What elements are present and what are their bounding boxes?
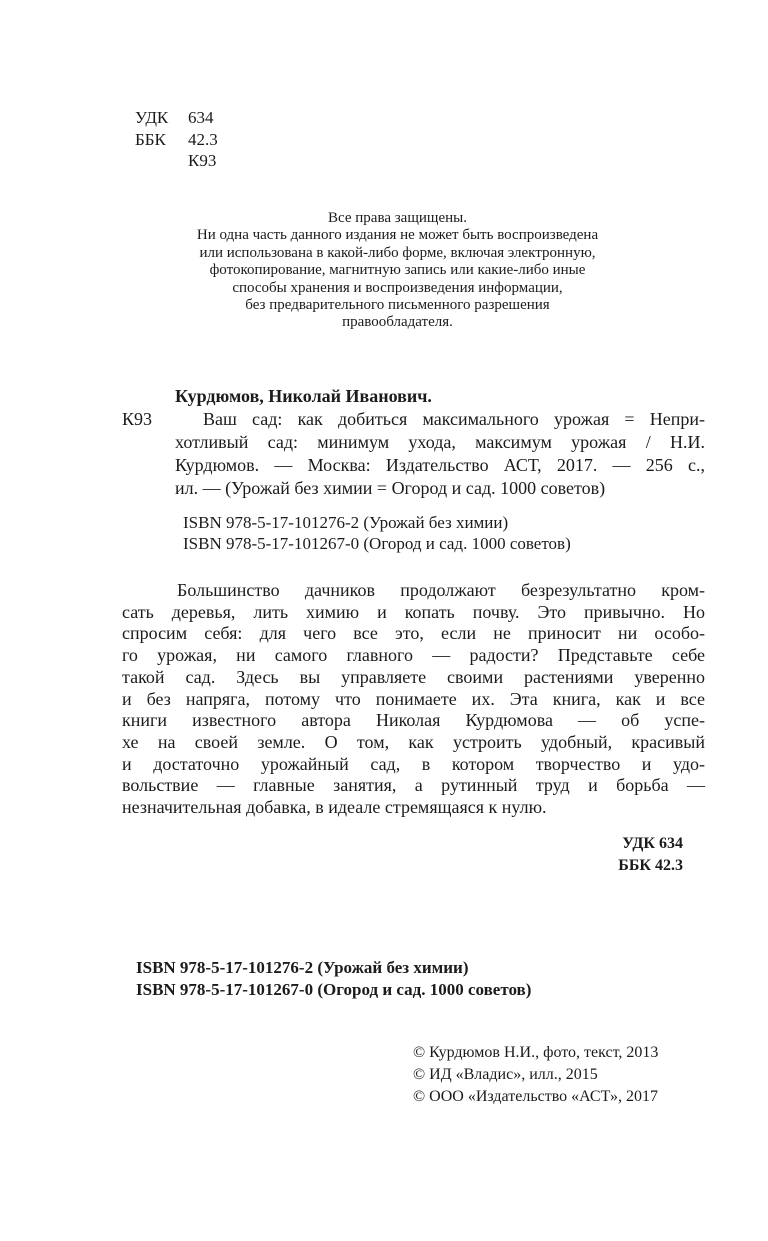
annotation-line: хе на своей земле. О том, как устроить удобный, красивый xyxy=(122,731,705,752)
isbn-bold-line: ISBN 978-5-17-101267-0 (Огород и сад. 1000 советов) xyxy=(136,980,532,999)
bbk-code-bold: ББК 42.3 xyxy=(618,857,683,874)
udk-code-bold: УДК 634 xyxy=(622,835,683,852)
isbn-line: ISBN 978-5-17-101276-2 (Урожай без химии) xyxy=(183,513,509,532)
rights-line: способы хранения и воспроизведения информации, xyxy=(232,279,563,296)
isbn-bold-block xyxy=(136,957,531,1001)
catalog-line: ил. — (Урожай без химии = Огород и сад. 1000 советов) xyxy=(175,478,606,498)
annotation-line: такой сад. Здесь вы управляете своими растениями уверенно xyxy=(122,666,705,687)
rights-line: фотокопирование, магнитную запись или какие-либо иные xyxy=(209,262,586,279)
annotation-line: вольствие — главные занятия, а рутинный труд и борьба — xyxy=(122,775,705,796)
rights-line: Все права защищены. xyxy=(328,210,467,226)
bottom-bibliographic-codes xyxy=(400,833,683,877)
bbk-label: ББК xyxy=(135,129,166,149)
bbk-row xyxy=(135,129,218,151)
annotation-line: и без напряга, потому что понимаете их. Эта книга, как и все xyxy=(122,688,705,709)
author-code-row xyxy=(135,150,218,172)
catalog-card xyxy=(122,385,705,500)
annotation-line: незначительная добавка, в идеале стремящаяся к нулю. xyxy=(122,797,547,818)
copyright-line: © Курдюмов Н.И., фото, текст, 2013 xyxy=(413,1044,659,1061)
annotation-line: го урожая, ни самого главного — радости? Представьте себе xyxy=(122,645,705,666)
copyright-credits xyxy=(413,1042,658,1108)
catalog-entry-code: К93 xyxy=(122,409,153,429)
rights-line: Ни одна часть данного издания не может быть воспроизведена xyxy=(196,227,599,244)
annotation-paragraph xyxy=(122,580,705,819)
udk-row xyxy=(135,107,218,129)
catalog-description xyxy=(175,408,705,500)
isbn-bold-line: ISBN 978-5-17-101276-2 (Урожай без химии) xyxy=(136,958,469,977)
author-code-value: К93 xyxy=(188,151,217,170)
annotation-line: сать деревья, лить химию и копать почву. Это привычно. Но xyxy=(122,601,705,622)
rights-line: правообладателя. xyxy=(342,314,453,331)
rights-line: без предварительного письменного разрешения xyxy=(245,297,550,314)
bbk-value: 42.3 xyxy=(188,129,218,149)
catalog-line: Курдюмов. — Москва: Издательство АСТ, 2017. — 256 с., xyxy=(175,455,705,475)
catalog-author-heading: Курдюмов, Николай Иванович. xyxy=(175,386,432,406)
copyright-line: © ИД «Владис», илл., 2015 xyxy=(413,1066,598,1083)
top-bibliographic-codes xyxy=(135,107,218,172)
udk-label: УДК xyxy=(135,108,169,127)
annotation-line: книги известного автора Николая Курдюмова — об успе- xyxy=(122,710,705,731)
rights-line: или использована в какой-либо форме, включая электронную, xyxy=(199,244,596,261)
catalog-line: Ваш сад: как добиться максимального урожая = Непри- xyxy=(203,409,705,429)
isbn-line: ISBN 978-5-17-101267-0 (Огород и сад. 1000 советов) xyxy=(183,533,571,553)
annotation-line: Большинство дачников продолжают безрезультатно кром- xyxy=(177,580,705,600)
catalog-line: хотливый сад: минимум ухода, максимум урожая / Н.И. xyxy=(175,432,705,452)
annotation-line: и достаточно урожайный сад, в котором творчество и удо- xyxy=(122,753,705,774)
copyright-line: © ООО «Издательство «АСТ», 2017 xyxy=(413,1088,658,1105)
udk-value: 634 xyxy=(188,108,214,127)
isbn-editions-block xyxy=(183,513,571,554)
annotation-line: спросим себя: для чего все это, если не приносит ни особо- xyxy=(122,623,705,644)
rights-notice xyxy=(60,210,735,332)
